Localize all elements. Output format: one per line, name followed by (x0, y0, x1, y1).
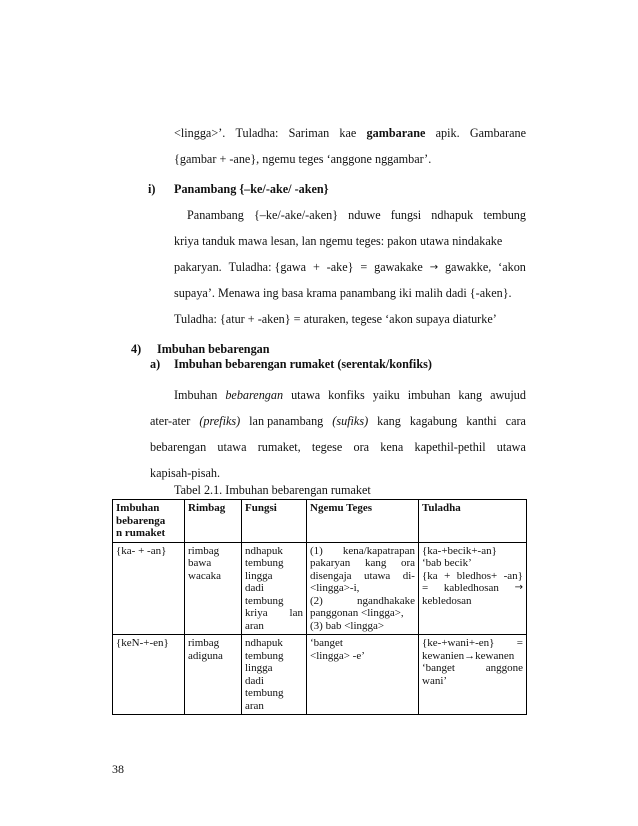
word: Sariman (288, 126, 330, 140)
word: {ke-+wani+-en} (422, 637, 495, 649)
cell-text: <lingga>-i, (310, 582, 360, 594)
header-text: bebarenga (116, 514, 166, 527)
word: gawakake (374, 260, 423, 274)
word: {–ke/-ake/-aken} (253, 208, 339, 222)
cell-rimbag (185, 542, 242, 635)
cell-text: rimbag (188, 637, 220, 649)
cell-rimbag (185, 635, 242, 715)
cell-text: ndhapuk (245, 637, 283, 649)
header-text: n rumaket (116, 527, 166, 539)
word: cara (505, 414, 526, 428)
word: gawakke, (444, 260, 492, 274)
word: gambarane (366, 126, 426, 140)
section-4-para-line-2 (150, 414, 526, 429)
word: <lingga>’. (174, 126, 226, 140)
word: = (360, 260, 368, 274)
word: Imbuhan (174, 388, 218, 402)
cell-text: aran (245, 699, 264, 712)
section-4-para-line-3 (150, 440, 526, 455)
header-ngemu-teges: Ngemu Teges (307, 500, 419, 543)
cell-text (310, 595, 415, 608)
word: ‘akon (498, 260, 526, 274)
cell-text: <lingga> -e’ (310, 649, 365, 662)
word: Gambarane (469, 126, 526, 140)
word: ora (353, 440, 370, 454)
word: rumaket, (257, 440, 301, 454)
header-text: Imbuhan (116, 502, 160, 514)
cell-ngemu-teges (307, 542, 419, 635)
word: anggone (485, 662, 523, 674)
word: bledhos+ (456, 569, 498, 582)
cell-text: (3) bab <lingga> (310, 619, 385, 632)
word: ater-ater (150, 414, 191, 428)
cell-text: tembung (245, 557, 284, 569)
word: + (312, 260, 320, 274)
cell-imbuhan: {ka- + -an} (113, 542, 185, 635)
word: kang (458, 388, 483, 402)
word: bebarengan (150, 440, 207, 454)
cell-text: wacaka (188, 569, 221, 582)
cell-text: tembung (245, 594, 284, 607)
top-line-1 (174, 126, 526, 141)
cell-text: wani’ (422, 674, 448, 687)
table-header-row (113, 500, 527, 543)
cell-text: lingga (245, 569, 273, 582)
word: ora (400, 557, 415, 569)
cell-fungsi (242, 635, 307, 715)
cell-text (310, 557, 415, 570)
cell-text (310, 570, 415, 583)
cell-text: kebledosan (422, 594, 472, 607)
cell-text: tembung (245, 687, 284, 699)
cell-text: ‘banget (310, 637, 343, 649)
word: = (422, 582, 429, 594)
cell-text: ‘bab becik’ (422, 557, 472, 569)
word: Tuladha: {gawa (228, 260, 307, 274)
word: {ka (422, 569, 438, 582)
word: ngandhakake (356, 594, 415, 607)
word: kriya (245, 607, 268, 619)
word: yaiku (372, 388, 400, 402)
word: ndhapuk (431, 208, 474, 222)
section-i-line-1 (187, 208, 526, 223)
word: awujud (490, 388, 526, 402)
word: kena/kapatrapan (342, 544, 415, 557)
word: + (444, 569, 451, 582)
section-4a-heading: Imbuhan bebarengan rumaket (serentak/konfiks) (174, 357, 432, 371)
cell-text: panggonan <lingga>, (310, 607, 404, 619)
cell-text: bawa (188, 557, 212, 569)
section-i-heading: Panambang {–ke/-ake/ -aken} (174, 182, 329, 196)
header-fungsi: Fungsi (242, 500, 307, 543)
word: kabledhosan (443, 582, 499, 594)
table-row (113, 542, 527, 635)
section-i-marker: i) (148, 182, 156, 196)
word: (prefiks) (199, 414, 241, 428)
cell-text: kewanien→kewanen (422, 649, 515, 662)
cell-text (422, 637, 523, 650)
cell-text: ndhapuk (245, 544, 283, 557)
cell-text (422, 662, 523, 675)
word: nduwe (348, 208, 381, 222)
cell-text: rimbag (188, 544, 220, 557)
cell-text: tembung (245, 649, 284, 662)
word: tegese (311, 440, 343, 454)
word: konfiks (328, 388, 365, 402)
section-i-line-5: Tuladha: {atur + -aken} = aturaken, tegese ‘akon supaya diaturke’ (174, 312, 497, 326)
word: disengaja (310, 569, 352, 582)
word: lan panambang (249, 414, 324, 428)
table-row (113, 635, 527, 715)
arrow-right-icon: → (514, 582, 523, 593)
word: tembung (483, 208, 526, 222)
section-4-marker: 4) (131, 342, 142, 356)
cell-tuladha (419, 635, 527, 715)
word: = (516, 637, 523, 649)
arrow-right-icon: → (429, 262, 439, 273)
word: kang (377, 414, 401, 428)
word: utawa (291, 388, 321, 402)
word: Panambang (187, 208, 244, 222)
cell-text: adiguna (188, 649, 223, 662)
top-line-2: {gambar + -ane}, ngemu teges ‘anggone nggambar’. (174, 152, 432, 166)
page-number: 38 (112, 762, 124, 776)
cell-text (245, 607, 303, 620)
word: kapethil-pethil (414, 440, 486, 454)
word: bebarengan (225, 388, 284, 402)
section-4-para-line-4: kapisah-pisah. (150, 466, 221, 480)
word: kang (364, 557, 387, 569)
cell-ngemu-teges (307, 635, 419, 715)
word: pakaryan. (174, 260, 222, 274)
word: di- (402, 569, 415, 582)
word: -an} (503, 569, 523, 582)
header-tuladha: Tuladha (419, 500, 527, 543)
cell-text (422, 570, 523, 583)
word: -ake} (326, 260, 354, 274)
cell-text: dadi (245, 582, 264, 594)
table-caption: Tabel 2.1. Imbuhan bebarengan rumaket (174, 483, 371, 497)
header-rimbag: Rimbag (185, 500, 242, 543)
word: ‘banget (422, 662, 455, 674)
word: kanthi (466, 414, 497, 428)
word: lan (289, 607, 303, 619)
cell-tuladha (419, 542, 527, 635)
word: imbuhan (407, 388, 451, 402)
section-4-para-line-1 (174, 388, 526, 403)
word: fungsi (390, 208, 422, 222)
word: utawa (217, 440, 247, 454)
cell-text: aran (245, 619, 264, 632)
header-imbuhan (113, 500, 185, 543)
section-i-line-2: kriya tanduk mawa lesan, lan ngemu teges: pakon utawa nindakake (174, 234, 503, 248)
word: kae (339, 126, 357, 140)
cell-imbuhan: {keN-+-en} (113, 635, 185, 715)
section-i-line-4: supaya’. Menawa ing basa krama panambang iki malih dadi {-aken}. (174, 286, 512, 300)
word: (2) (310, 594, 323, 607)
cell-text: lingga (245, 662, 273, 674)
word: pakaryan (310, 557, 351, 569)
word: kena (380, 440, 404, 454)
section-4-heading: Imbuhan bebarengan (157, 342, 270, 356)
word: kagabung (409, 414, 458, 428)
cell-fungsi (242, 542, 307, 635)
word: (sufiks) (332, 414, 369, 428)
cell-text: dadi (245, 674, 264, 687)
cell-text (422, 582, 523, 595)
section-4a-marker: a) (150, 357, 161, 371)
word: apik. (435, 126, 460, 140)
section-i-line-3 (174, 260, 526, 275)
word: utawa (364, 569, 391, 582)
word: Tuladha: (235, 126, 279, 140)
cell-text: {ka-+becik+-an} (422, 544, 497, 557)
imbuhan-table (112, 499, 527, 715)
word: (1) (310, 544, 323, 557)
word: utawa (496, 440, 526, 454)
cell-text (310, 545, 415, 558)
